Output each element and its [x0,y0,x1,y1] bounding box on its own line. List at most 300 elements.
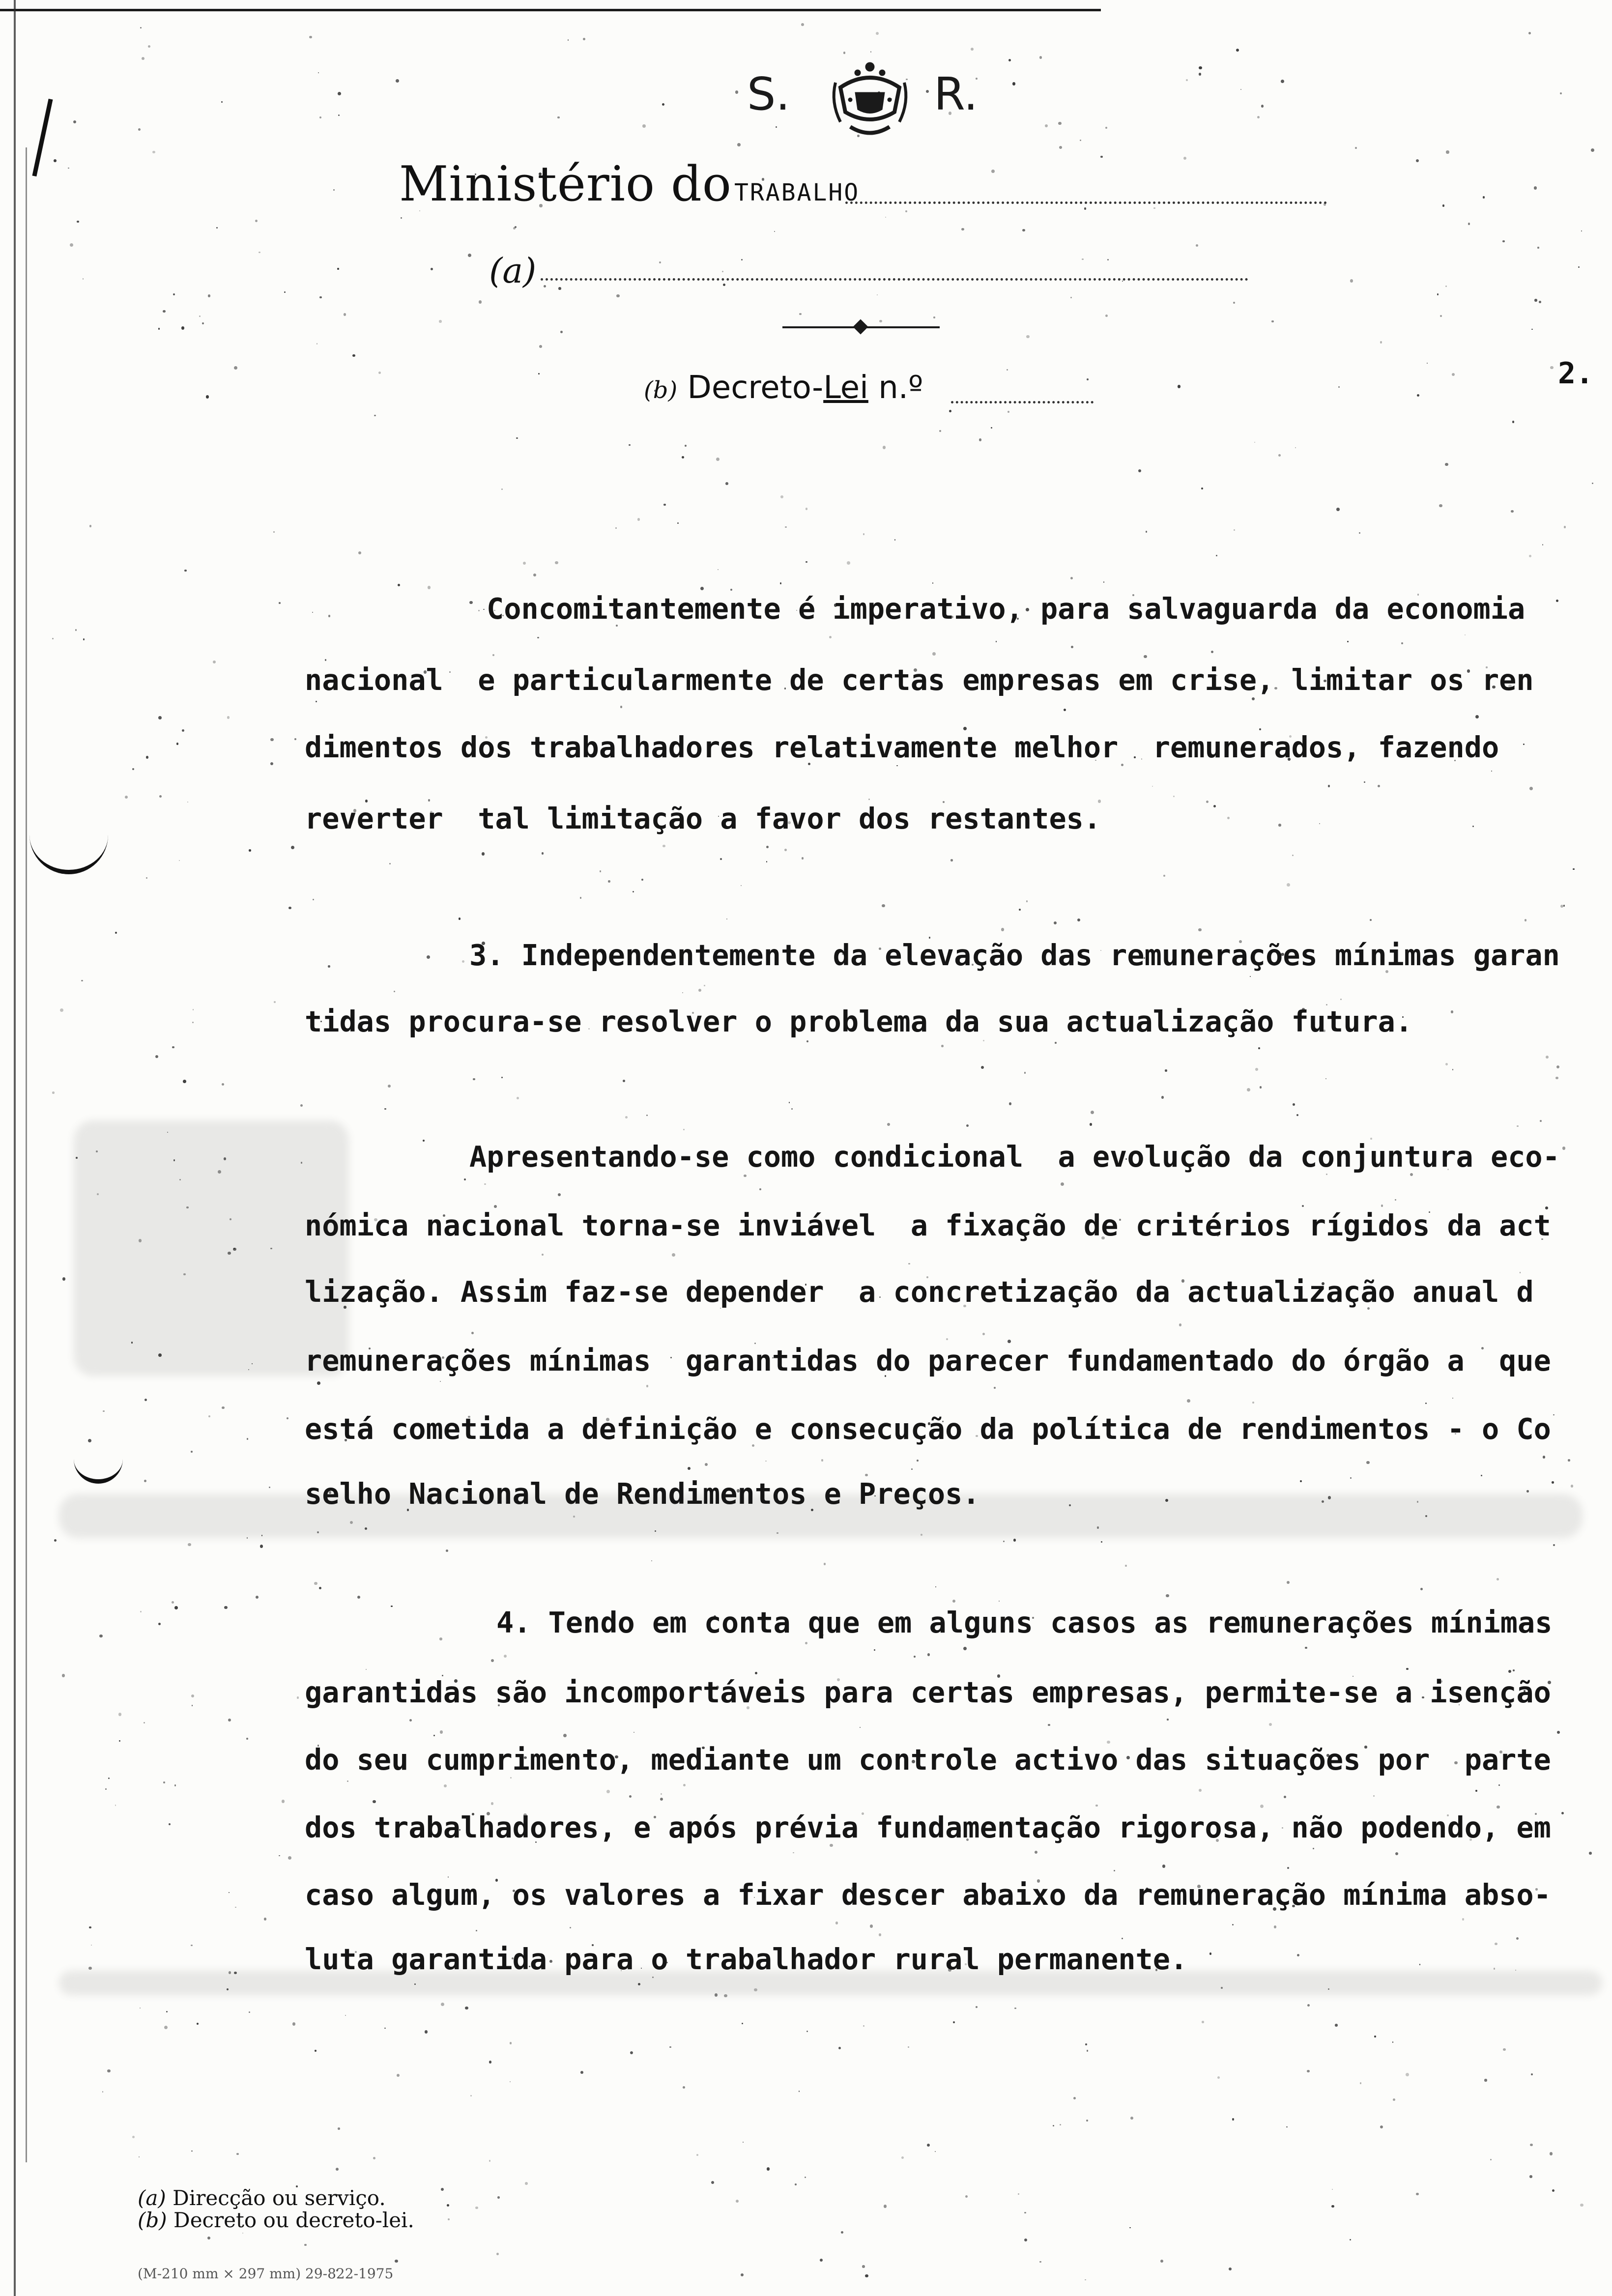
scan-speck [1130,2117,1133,2120]
scan-speck [448,2218,450,2220]
body-line: lização. Assim faz-se depender a concretização da actualização anual d [305,1275,1534,1309]
field-a-label: (a) [489,251,537,291]
scan-speck [1425,1515,1427,1517]
scan-speck [820,2259,823,2262]
scan-speck [876,32,879,35]
scan-speck [720,858,722,860]
scan-speck [774,231,776,232]
decree-number-label: n.º [878,370,923,406]
scan-speck [317,343,318,344]
scan-speck [716,458,720,461]
scan-speck [260,1545,263,1548]
scan-speck [1070,577,1073,579]
scan-speck [1122,281,1123,282]
scan-speck [1568,1459,1570,1461]
scan-speck [1163,875,1165,877]
scan-speck [83,278,84,280]
scan-speck [580,2071,583,2074]
scan-speck [1531,2073,1533,2075]
scan-speck [318,72,319,73]
scan-speck [941,1045,944,1047]
scan-speck [623,1080,625,1082]
scan-speck [1475,715,1479,718]
scan-speck [76,1157,78,1159]
scan-speck [1445,463,1448,466]
scan-speck [158,1353,162,1357]
scan-speck [927,1653,930,1656]
scan-speck [1024,2212,1026,2213]
scan-speck [96,1150,98,1152]
scan-speck [228,1252,231,1255]
scan-speck [163,310,165,313]
scan-speck [868,799,869,800]
scan-speck [999,1601,1000,1602]
scan-speck [187,802,188,803]
scan-speck [1198,928,1202,932]
scan-speck [169,1823,171,1825]
scan-speck [660,1798,663,1801]
scan-speck [234,366,237,370]
scan-speck [1437,293,1439,295]
scan-speck [1481,1475,1482,1476]
scan-speck [981,1066,984,1069]
scan-speck [174,1784,176,1786]
scan-speck [1060,2124,1061,2125]
scan-speck [865,2274,868,2277]
scan-speck [1196,244,1198,247]
scan-speck [517,1097,519,1099]
scan-speck [651,1560,652,1561]
scan-speck [983,1040,984,1041]
scan-speck [447,2204,449,2207]
scan-speck [1516,1937,1519,1940]
scan-speck [894,539,896,541]
scan-speck [1199,73,1201,75]
scan-speck [313,899,314,900]
scan-speck [155,1055,158,1058]
scan-speck [1122,1938,1123,1939]
scan-speck [537,637,539,638]
body-line: Concomitantemente é imperativo, para salvaguarda da economia [487,592,1526,626]
scan-speck [568,39,569,41]
scan-speck [319,1587,321,1589]
scan-speck [287,1417,288,1419]
scan-speck [125,796,128,799]
scan-speck [1439,504,1442,508]
scan-speck [444,1784,447,1787]
scan-speck [389,863,391,864]
scan-speck [765,1461,767,1462]
scan-speck [724,1994,727,1997]
scan-speck [222,1083,225,1086]
scan-speck [186,1206,188,1208]
scan-speck [1553,1414,1554,1416]
scan-speck [388,1085,391,1088]
scan-speck [181,326,185,330]
scan-speck [1008,1340,1011,1343]
scan-speck [917,1460,919,1462]
scan-speck [1307,2070,1309,2072]
scan-speck [1055,1042,1057,1044]
scan-speck [77,221,79,223]
scan-speck [1095,1805,1098,1807]
scan-speck [558,1193,561,1196]
scan-speck [347,1780,348,1782]
scan-speck [199,316,201,317]
scan-speck [1512,421,1514,423]
scan-speck [1039,56,1042,58]
scan-speck [1153,207,1155,209]
scan-speck [1105,315,1108,317]
scan-speck [633,1732,634,1733]
scan-speck [1513,1669,1515,1671]
scan-speck [838,2047,841,2049]
scan-speck [139,1239,142,1242]
scan-speck [637,518,640,521]
scan-speck [1589,1852,1592,1855]
scan-speck [60,1008,63,1012]
scan-speck [333,189,335,191]
scan-speck [799,313,801,315]
scan-speck [979,438,981,441]
scan-speck [132,2136,135,2138]
scan-speck [1452,373,1455,376]
header-seal [737,53,1012,151]
scan-speck [1260,1086,1262,1089]
scan-speck [1537,247,1539,248]
field-a-dotted-line [541,278,1248,281]
decree-lei: Lei [823,370,868,406]
scan-speck [1495,1943,1497,1946]
scan-speck [1035,1851,1037,1854]
scan-speck [1440,315,1442,317]
scan-speck [1278,824,1281,826]
scan-speck [965,2195,968,2198]
scan-speck [767,2167,770,2171]
scan-speck [246,1738,248,1740]
scan-speck [865,1474,868,1477]
scan-speck [1097,1526,1099,1529]
scan-speck [847,561,850,564]
scan-speck [164,2026,168,2029]
scan-speck [1313,1848,1314,1849]
scan-speck [1071,646,1074,649]
scan-speck [484,1183,486,1185]
scan-speck [1252,697,1255,700]
scan-speck [606,1790,610,1793]
scan-speck [884,2205,887,2208]
scan-speck [821,1459,824,1462]
scan-speck [829,636,832,638]
scan-speck [191,2151,192,2152]
scan-speck [696,2154,698,2156]
scan-speck [659,261,661,263]
scan-speck [1419,1964,1420,1965]
scan-speck [107,2069,110,2072]
scan-speck [642,124,645,127]
scan-speck [374,415,376,417]
scan-speck [216,227,218,229]
scan-speck [1024,1072,1026,1074]
scan-speck [1039,2261,1041,2263]
scan-speck [1295,447,1296,448]
scan-speck [1209,1952,1212,1955]
scan-speck [300,1104,303,1107]
footnote-a-text: Direcção ou serviço. [173,2186,386,2210]
scan-speck [1529,555,1531,557]
margin-mark [74,1455,123,1484]
scan-speck [1008,411,1009,413]
scan-speck [725,482,728,485]
scan-speck [932,652,936,656]
scan-speck [350,1521,353,1524]
left-margin-line-inner [26,147,27,2162]
scan-speck [663,504,666,506]
coat-of-arms-icon [821,53,919,142]
scan-speck [1508,1670,1511,1673]
decree-footnote-marker: (b) [644,376,678,404]
scan-speck [1054,921,1057,924]
scan-speck [1259,728,1262,731]
scan-speck [182,729,184,732]
scan-speck [338,92,341,95]
scan-speck [1167,1719,1169,1721]
scan-speck [470,2095,472,2096]
scan-speck [207,2237,210,2239]
scan-speck [62,1277,66,1281]
scan-speck [465,2007,468,2010]
scan-speck [304,2244,306,2246]
scan-speck [793,1852,794,1854]
scan-speck [264,1918,267,1921]
scan-speck [91,1945,92,1946]
scan-speck [338,2127,340,2130]
scan-speck [338,115,340,116]
scan-speck [741,259,743,260]
scan-speck [1364,781,1365,783]
scan-speck [1366,1461,1369,1464]
scan-speck [705,1463,708,1466]
scan-speck [1350,1477,1352,1479]
scan-speck [718,569,719,571]
scan-speck [193,1009,194,1010]
scan-speck [1202,2021,1204,2023]
scan-speck [1326,1174,1327,1175]
scan-speck [1592,483,1593,484]
scan-speck [357,1596,360,1599]
scan-speck [172,1601,174,1604]
body-line: luta garantida para o trabalhador rural permanente. [305,1943,1188,1976]
scan-speck [478,610,479,611]
scan-speck [1350,2239,1351,2240]
scan-speck [741,885,742,887]
scan-speck [144,1722,145,1723]
scan-speck [1206,801,1209,803]
scan-speck [202,322,204,324]
scan-speck [491,1802,493,1805]
scan-speck [1240,89,1242,90]
scan-speck [152,151,155,154]
scan-speck [468,254,471,257]
scan-speck [683,1129,685,1130]
body-line: selho Nacional de Rendimentos e Preços. [305,1477,980,1511]
scan-speck [115,932,117,934]
footnote-b-marker: (b) [138,2208,167,2232]
scan-speck [600,870,601,872]
scan-speck [1045,124,1048,127]
scan-speck [883,446,886,449]
scan-speck [118,1713,121,1716]
scan-speck [309,36,312,39]
scan-speck [378,372,381,374]
scan-speck [700,587,704,590]
scan-speck [224,1606,228,1609]
ministry-label: Ministério do [399,156,732,212]
scan-speck [860,1727,861,1728]
scan-speck [921,1534,922,1536]
scan-speck [698,989,701,992]
scan-speck [1427,363,1428,364]
scan-speck [398,584,400,586]
scan-speck [615,527,617,529]
scan-speck [54,159,57,162]
scan-speck [395,2260,398,2263]
scan-speck [533,574,536,576]
scan-speck [1380,341,1382,344]
scan-speck [1300,1480,1302,1482]
scan-speck [1552,2189,1554,2192]
scan-speck [688,1467,691,1470]
scan-speck [144,1399,147,1401]
scan-speck [683,2086,685,2089]
decree-heading [644,370,923,406]
scan-speck [1085,2043,1087,2045]
body-line: nómica nacional torna-se inviável a fixação de critérios rígidos da act [305,1209,1551,1242]
body-line: caso algum, os valores a fixar descer abaixo da remuneração mínima abso- [305,1878,1551,1912]
scan-speck [715,1993,718,1997]
scan-speck [802,857,804,860]
scan-speck [882,904,885,908]
scan-speck [274,1001,276,1003]
scan-speck [1359,532,1360,534]
scan-speck [459,918,461,920]
scan-speck [1483,196,1485,199]
scan-speck [397,2074,400,2077]
scan-speck [68,168,69,169]
scan-speck [1073,2097,1076,2099]
scan-speck [672,1253,675,1257]
scan-speck [935,1586,936,1587]
scan-speck [1561,1812,1564,1815]
scan-speck [158,716,162,719]
scan-speck [1250,976,1251,977]
scan-speck [1229,2267,1232,2270]
scan-speck [939,430,941,432]
scan-speck [1114,1870,1115,1871]
scan-speck [1340,999,1342,1000]
scan-speck [270,1248,272,1250]
scan-speck [1534,299,1537,301]
scan-speck [1338,386,1340,388]
scan-speck [191,1451,193,1453]
scan-speck [396,79,399,83]
scan-speck [448,1876,449,1877]
scan-speck [620,706,622,708]
scan-speck [1234,529,1235,531]
scan-speck [863,2025,864,2027]
scan-speck [384,2028,385,2029]
scan-speck [191,1694,194,1697]
scan-speck [879,1933,882,1936]
scan-speck [73,120,76,123]
scan-speck [646,1385,648,1387]
scan-speck [1152,786,1153,787]
scan-speck [1543,1456,1546,1459]
scan-speck [344,313,346,316]
scan-speck [971,48,974,51]
scan-speck [662,103,664,106]
scan-speck [1022,229,1025,232]
scan-speck [1578,266,1580,268]
scan-speck [870,1924,873,1928]
scan-speck [1542,544,1543,545]
scan-speck [789,1102,790,1103]
scan-speck [661,1793,662,1795]
scan-speck [208,1415,210,1417]
scan-speck [352,354,355,357]
scan-speck [319,296,321,298]
scan-speck [1227,817,1230,819]
scan-speck [336,2168,339,2171]
scan-speck [103,1410,105,1412]
scan-speck [723,284,725,286]
scan-speck [1445,286,1447,287]
scan-speck [1257,116,1260,118]
scan-speck [325,659,326,660]
scan-speck [1392,2041,1394,2043]
scan-speck [188,1543,191,1547]
scan-speck [1086,2120,1088,2122]
scan-speck [914,1656,916,1658]
scan-speck [544,285,546,287]
scan-speck [423,1140,425,1142]
footnote-b [138,2208,414,2232]
scan-speck [908,2046,909,2048]
scan-speck [1165,1499,1168,1502]
scan-speck [1296,1114,1298,1116]
scan-speck [473,1078,475,1081]
scan-speck [1560,92,1562,94]
scan-speck [440,1730,443,1734]
scan-speck [297,1696,299,1699]
scan-speck [140,2008,141,2009]
scan-speck [784,849,787,851]
scan-speck [1183,157,1186,160]
scan-speck [1381,1205,1383,1207]
scan-speck [1332,2189,1333,2190]
scan-speck [462,960,464,963]
scan-speck [1497,1806,1500,1809]
scan-speck [795,2183,797,2185]
scan-speck [1166,1594,1169,1598]
scan-speck [1090,1123,1092,1125]
scan-speck [491,1659,494,1662]
scan-speck [166,2011,168,2012]
scan-speck [208,294,211,297]
footnote-a-marker: (a) [138,2186,166,2210]
scan-speck [494,1205,497,1208]
scan-speck [1416,159,1419,162]
